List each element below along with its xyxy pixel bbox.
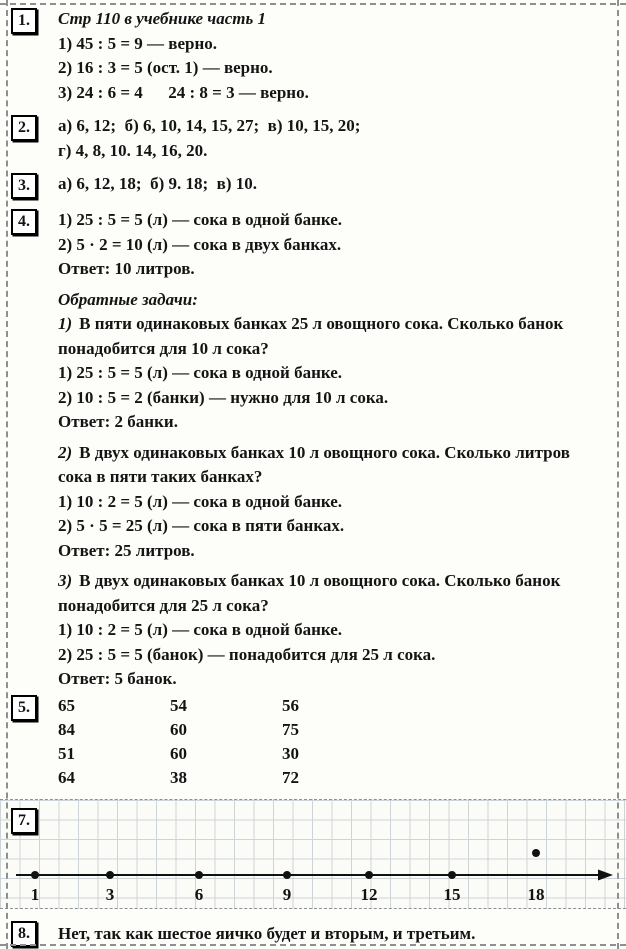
table-cell: 72 xyxy=(282,767,299,787)
inverse-task-3-step: 2) 25 : 5 = 5 (банок) — понадобится для 25 л сока. xyxy=(58,644,436,664)
inverse-task-3-step: 1) 10 : 2 = 5 (л) — сока в одной банке. xyxy=(58,620,343,639)
table-cell: 56 xyxy=(282,695,299,715)
problem-3-number-box: 3. xyxy=(11,173,37,199)
problem-8-answer: Нет, так как шестое яичко будет и вторым, и третьим. xyxy=(58,923,476,943)
problem-1-number-box: 1. xyxy=(11,8,37,34)
problem-5-number-column xyxy=(0,694,58,721)
problem-3-line: а) 6, 12, 18; б) 9. 18; в) 10. xyxy=(58,174,257,193)
point-dot-1 xyxy=(31,871,39,879)
inverse-task-3-marker: 3) xyxy=(58,571,73,590)
problem-4 xyxy=(0,208,612,692)
inverse-task-2-step: 2) 5 · 5 = 25 (л) — сока в пяти банках. xyxy=(58,516,345,535)
problem-8 xyxy=(0,920,612,947)
inverse-task-2-answer: Ответ: 25 литров. xyxy=(58,540,195,560)
inverse-task-1-text: В пяти одинаковых банках 25 л овощного сока. Сколько банок понадобится для 10 л сока? xyxy=(58,314,568,358)
problem-2-content xyxy=(58,114,612,163)
number-line-arrow xyxy=(598,869,613,880)
point-dot-6 xyxy=(195,871,203,879)
table-cell: 84 xyxy=(58,719,75,739)
point-dot-12 xyxy=(365,871,373,879)
inverse-task-2-statement xyxy=(58,441,608,490)
point-dot-3 xyxy=(106,871,114,879)
problem-2-line: а) 6, 12; б) 6, 10, 14, 15, 27; в) 10, 15, 20; xyxy=(58,116,361,135)
problem-4-solution-line: 1) 25 : 5 = 5 (л) — сока в одной банке. xyxy=(58,210,343,229)
problem-1-title: Стр 110 в учебнике часть 1 xyxy=(58,9,266,28)
table-cell: 54 xyxy=(170,695,187,715)
inverse-task-2-text: В двух одинаковых банках 10 л овощного сока. Сколько литров сока в пяти таких банках? xyxy=(58,442,575,486)
table-cell: 51 xyxy=(58,743,75,763)
problem-3-number-column xyxy=(0,172,58,199)
problem-1-number-column xyxy=(0,7,58,34)
problem-1-line: 3) 24 : 6 = 4 24 : 8 = 3 — верно. xyxy=(58,82,309,102)
inverse-task-2-marker: 2) xyxy=(58,442,73,462)
table-cell: 75 xyxy=(282,719,299,739)
inverse-task-3-answer: Ответ: 5 банок. xyxy=(58,669,177,688)
problem-4-content xyxy=(58,208,612,692)
problem-2 xyxy=(0,114,612,163)
tick-label: 6 xyxy=(194,884,204,904)
problem-5 xyxy=(0,694,612,790)
problem-8-number-box: 8. xyxy=(11,921,37,947)
problem-2-line: г) 4, 8, 10. 14, 16, 20. xyxy=(58,140,208,160)
problem-7 xyxy=(0,799,626,909)
problem-8-content xyxy=(58,920,612,947)
problem-3 xyxy=(0,172,612,199)
inverse-task-1-marker: 1) xyxy=(58,314,73,333)
problem-5-number-box: 5. xyxy=(11,695,37,721)
table-cell: 30 xyxy=(282,743,299,763)
table-cell: 65 xyxy=(58,695,75,715)
tick-label: 18 xyxy=(527,884,545,904)
problem-2-number-column xyxy=(0,114,58,141)
inverse-task-1-answer: Ответ: 2 банки. xyxy=(58,412,178,431)
inverse-task-1-step: 2) 10 : 5 = 2 (банки) — нужно для 10 л сока. xyxy=(58,387,389,407)
tick-label: 1 xyxy=(30,884,40,904)
problem-7-number-box: 7. xyxy=(11,808,37,834)
inverse-task-3-text: В двух одинаковых банках 10 л овощного сока. Сколько банок понадобится для 25 л сока? xyxy=(58,571,565,615)
table-cell: 38 xyxy=(170,767,187,787)
problem-1-line: 1) 45 : 5 = 9 — верно. xyxy=(58,33,217,53)
problem-8-number-column xyxy=(0,920,58,947)
problem-5-content xyxy=(58,694,612,790)
tick-label: 15 xyxy=(443,884,461,904)
point-dot-15 xyxy=(448,871,456,879)
point-dot-above-18 xyxy=(532,849,540,857)
tick-label: 9 xyxy=(282,884,292,904)
problem-1-content xyxy=(58,7,612,105)
problem-3-content xyxy=(58,172,612,197)
number-line-figure xyxy=(0,841,626,907)
inverse-task-3-statement xyxy=(58,569,608,618)
point-dot-9 xyxy=(283,871,291,879)
inverse-task-2-step: 1) 10 : 2 = 5 (л) — сока в одной банке. xyxy=(58,491,343,511)
problem-2-number-box: 2. xyxy=(11,115,37,141)
problem-4-number-column xyxy=(0,208,58,235)
table-cell: 64 xyxy=(58,767,75,787)
problem-4-answer: Ответ: 10 литров. xyxy=(58,259,195,278)
problem-7-number-column xyxy=(0,807,58,834)
tick-label: 12 xyxy=(360,884,378,904)
problem-1-line: 2) 16 : 3 = 5 (ост. 1) — верно. xyxy=(58,58,273,77)
problem-4-number-box: 4. xyxy=(11,209,37,235)
table-cell: 60 xyxy=(170,719,187,739)
tick-label: 3 xyxy=(105,884,115,904)
table-cell: 60 xyxy=(170,743,187,763)
problem-1 xyxy=(0,7,612,105)
inverse-task-1-step: 1) 25 : 5 = 5 (л) — сока в одной банке. xyxy=(58,363,343,382)
problem-4-solution-line: 2) 5 · 2 = 10 (л) — сока в двух банках. xyxy=(58,234,342,254)
inverse-task-1-statement xyxy=(58,312,608,361)
number-table xyxy=(58,694,608,790)
inverse-tasks-header: Обратные задачи: xyxy=(58,289,198,309)
